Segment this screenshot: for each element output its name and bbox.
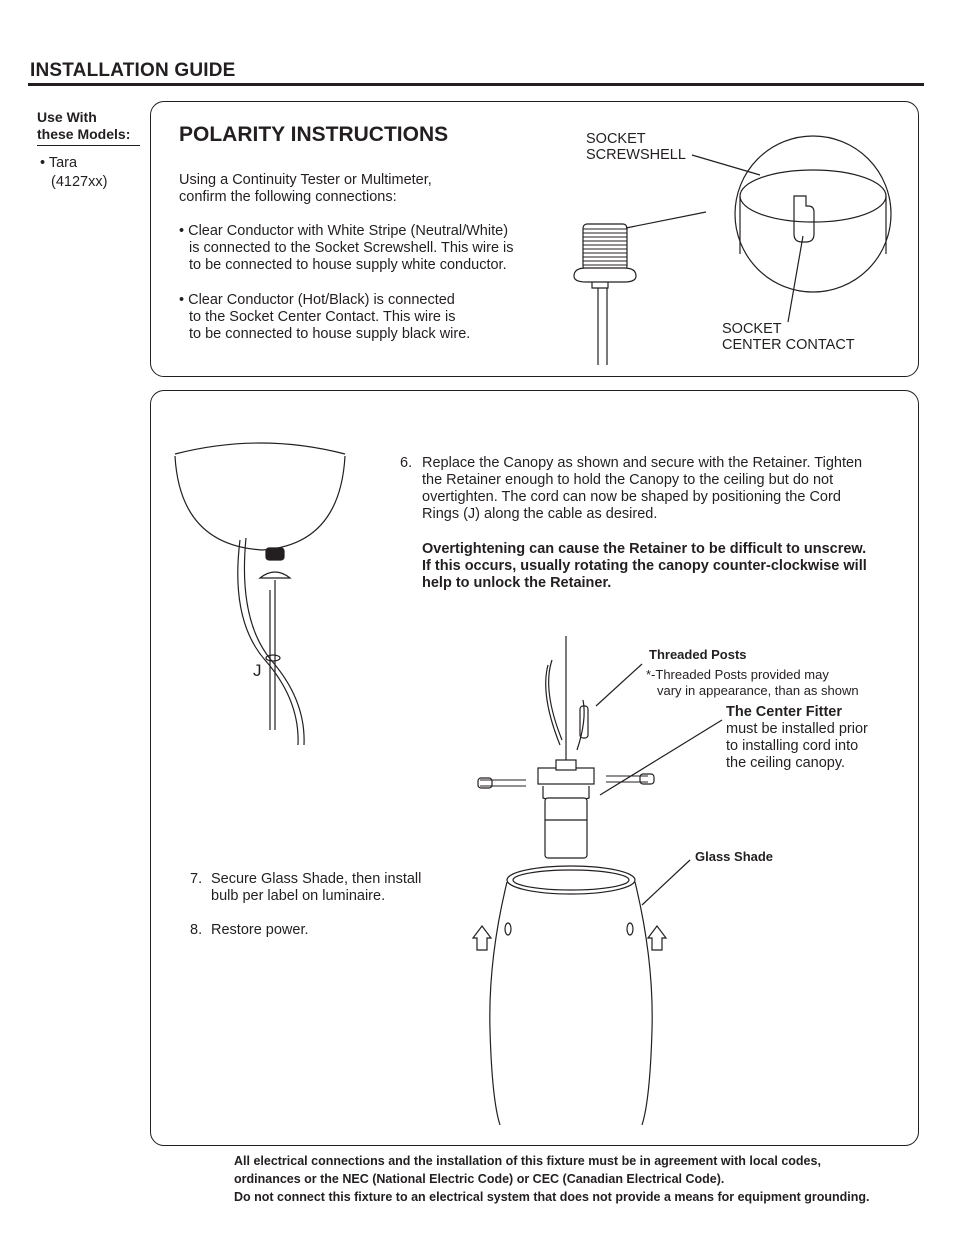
step6-number: 6. xyxy=(400,455,413,471)
step6-line3: overtighten. The cord can now be shaped by positioning the Cord xyxy=(422,489,841,505)
leader-lines-socket xyxy=(626,155,803,322)
threaded-posts-note-line1: *-Threaded Posts provided may xyxy=(646,667,829,682)
label-center-line1: SOCKET xyxy=(722,321,782,337)
step7-line1: Secure Glass Shade, then install xyxy=(211,871,422,887)
cord-ring-j-label: J xyxy=(253,661,262,680)
label-screwshell-line1: SOCKET xyxy=(586,131,646,147)
polarity-bullet-hot-line3: to be connected to house supply black wire. xyxy=(189,326,471,342)
step7-line2: bulb per label on luminaire. xyxy=(211,888,386,904)
models-heading-line2: these Models: xyxy=(37,126,131,142)
socket-magnifier-circle xyxy=(735,136,891,292)
center-fitter-line3: the ceiling canopy. xyxy=(726,755,846,771)
polarity-title: POLARITY INSTRUCTIONS xyxy=(179,123,449,146)
footer-line2: ordinances or the NEC (National Electric Code) or CEC (Canadian Electrical Code). xyxy=(234,1172,725,1186)
canopy-illustration xyxy=(175,443,345,745)
polarity-bullet-neutral-line2: is connected to the Socket Screwshell. This wire is xyxy=(189,240,514,256)
step6-line2: the Retainer enough to hold the Canopy to the ceiling but do not xyxy=(422,472,834,488)
step6-warning-line1: Overtightening can cause the Retainer to be difficult to unscrew. xyxy=(422,541,867,557)
label-screwshell-line2: SCREWSHELL xyxy=(586,147,686,163)
polarity-intro-line1: Using a Continuity Tester or Multimeter, xyxy=(179,172,432,188)
step6-warning-line2: If this occurs, usually rotating the canopy counter-clockwise will xyxy=(422,558,867,574)
polarity-bullet-hot: • Clear Conductor (Hot/Black) is connected xyxy=(179,292,455,308)
up-arrow-icon xyxy=(473,926,666,950)
center-fitter-label: The Center Fitter xyxy=(726,704,843,720)
polarity-bullet-neutral: • Clear Conductor with White Stripe (Neutral/White) xyxy=(179,223,509,239)
glass-shade-label: Glass Shade xyxy=(695,849,774,864)
step6-line1: Replace the Canopy as shown and secure with the Retainer. Tighten xyxy=(422,455,863,471)
polarity-bullet-neutral-line3: to be connected to house supply white conductor. xyxy=(189,257,507,273)
page-title: INSTALLATION GUIDE xyxy=(30,60,236,81)
step6-warning-line3: help to unlock the Retainer. xyxy=(422,575,612,591)
step7-number: 7. xyxy=(190,871,203,887)
threaded-posts-label: Threaded Posts xyxy=(649,647,747,662)
center-fitter-line2: to installing cord into xyxy=(726,738,859,754)
model-item-tara: • Tara xyxy=(40,155,78,171)
footer-line1: All electrical connections and the installation of this fixture must be in agreement with local codes, xyxy=(234,1154,821,1168)
socket-illustration xyxy=(574,224,636,365)
center-fitter-assembly xyxy=(478,636,722,858)
models-heading-line1: Use With xyxy=(37,109,97,125)
footer-line3: Do not connect this fixture to an electrical system that does not provide a means for equipment grounding. xyxy=(234,1190,870,1204)
center-fitter-line1: must be installed prior xyxy=(726,721,868,737)
step8-number: 8. xyxy=(190,922,203,938)
step8-text: Restore power. xyxy=(211,922,309,938)
polarity-bullet-hot-line2: to the Socket Center Contact. This wire is xyxy=(189,309,456,325)
label-center-line2: CENTER CONTACT xyxy=(722,337,855,353)
polarity-intro-line2: confirm the following connections: xyxy=(179,189,397,205)
threaded-posts-note-line2: vary in appearance, than as shown xyxy=(657,683,859,698)
step6-line4: Rings (J) along the cable as desired. xyxy=(422,506,658,522)
model-item-code: (4127xx) xyxy=(51,174,108,190)
glass-shade-illustration xyxy=(490,860,690,1125)
